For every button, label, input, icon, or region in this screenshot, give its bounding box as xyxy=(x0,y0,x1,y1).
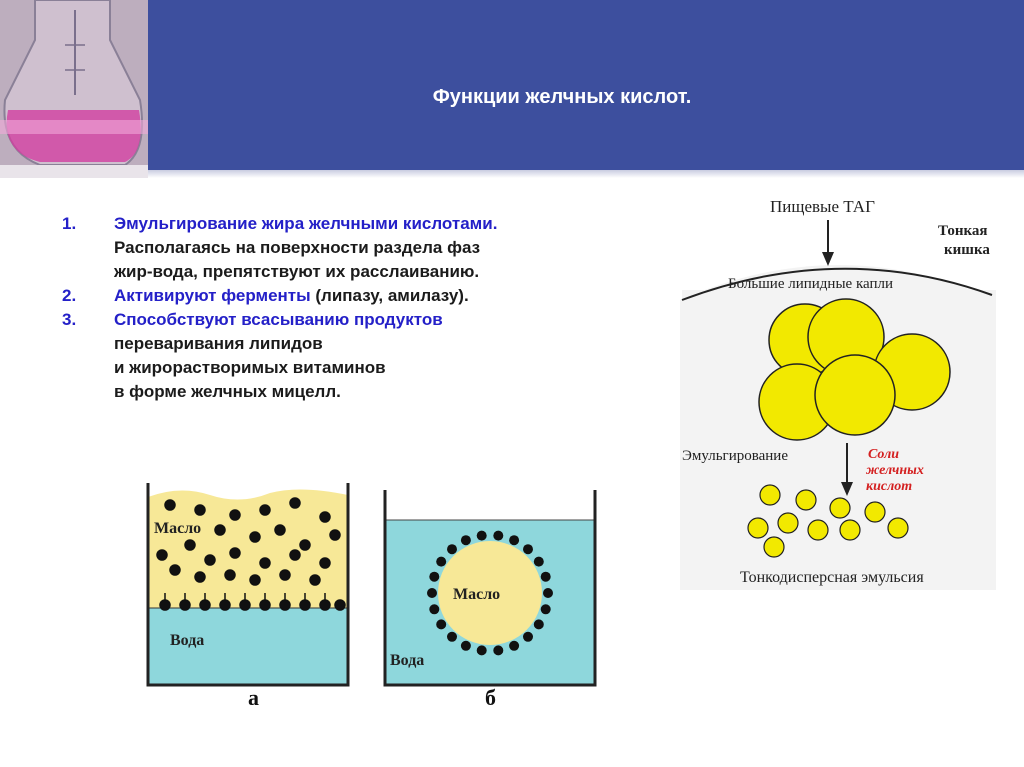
salts-label-1: Соли xyxy=(868,447,900,462)
surfactant-dot xyxy=(534,557,544,567)
large-drops-label: Большие липидные капли xyxy=(728,276,893,292)
emulsion-beakers-diagram xyxy=(140,475,610,715)
header-divider xyxy=(0,170,1024,178)
item-text: и жирорастворимых витаминов xyxy=(114,358,386,377)
item-text: в форме желчных мицелл. xyxy=(114,382,341,401)
header-band xyxy=(0,0,1024,170)
caption-b: б xyxy=(485,685,496,710)
food-tag-label: Пищевые ТАГ xyxy=(770,197,875,216)
surfactant-dot xyxy=(477,645,487,655)
salts-label-3: кислот xyxy=(866,479,913,494)
emulsify-label: Эмульгирование xyxy=(682,448,788,464)
surfactant-dot xyxy=(493,645,503,655)
surfactant-dot xyxy=(436,557,446,567)
water-label: Вода xyxy=(390,652,425,669)
item-text: переваривания липидов xyxy=(114,334,323,353)
surfactant-dot xyxy=(461,535,471,545)
salts-label-2: желчных xyxy=(866,463,924,478)
water-label: Вода xyxy=(170,632,205,649)
list-item xyxy=(62,284,662,308)
item-highlight: Способствуют всасыванию продуктов xyxy=(114,310,443,329)
surfactant-dot xyxy=(477,531,487,541)
functions-list xyxy=(62,212,662,404)
surfactant-dot xyxy=(447,544,457,554)
oil-label: Масло xyxy=(453,586,501,603)
surfactant-dot xyxy=(429,572,439,582)
list-item xyxy=(62,212,662,284)
beaker-b xyxy=(385,490,595,710)
item-text: (липазу, амилазу). xyxy=(310,286,469,305)
surfactant-dot xyxy=(541,604,551,614)
item-text: жир-вода, препятствуют их расслаиванию. xyxy=(114,262,480,281)
surfactant-dot xyxy=(429,604,439,614)
caption-a: а xyxy=(248,685,259,710)
item-text: Располагаясь на поверхности раздела фаз xyxy=(114,238,481,257)
surfactant-dot xyxy=(427,588,437,598)
list-number: 3. xyxy=(62,310,77,329)
emulsification-diagram xyxy=(680,190,1000,590)
intestine-label-2: кишка xyxy=(944,242,990,258)
list-item xyxy=(62,308,662,404)
surfactant-dot xyxy=(461,641,471,651)
surfactant-dot xyxy=(523,632,533,642)
surfactant-dot xyxy=(509,641,519,651)
surfactant-dot xyxy=(541,572,551,582)
surfactant-dot xyxy=(523,544,533,554)
surfactant-dot xyxy=(493,531,503,541)
item-highlight: Активируют ферменты xyxy=(114,286,311,305)
surfactant-dot xyxy=(543,588,553,598)
surfactant-dot xyxy=(447,632,457,642)
surfactant-dot xyxy=(534,619,544,629)
slide-title: Функции желчных кислот. xyxy=(432,86,692,108)
list-number: 2. xyxy=(62,286,77,305)
item-highlight: Эмульгирование жира желчными кислотами. xyxy=(114,214,498,233)
surfactant-dot xyxy=(436,619,446,629)
intestine-label-1: Тонкая xyxy=(938,223,988,239)
beaker-a xyxy=(148,483,348,710)
surfactant-dot xyxy=(509,535,519,545)
list-number: 1. xyxy=(62,214,77,233)
fine-emulsion-label: Тонкодисперсная эмульсия xyxy=(740,569,924,586)
oil-label: Масло xyxy=(154,520,202,537)
